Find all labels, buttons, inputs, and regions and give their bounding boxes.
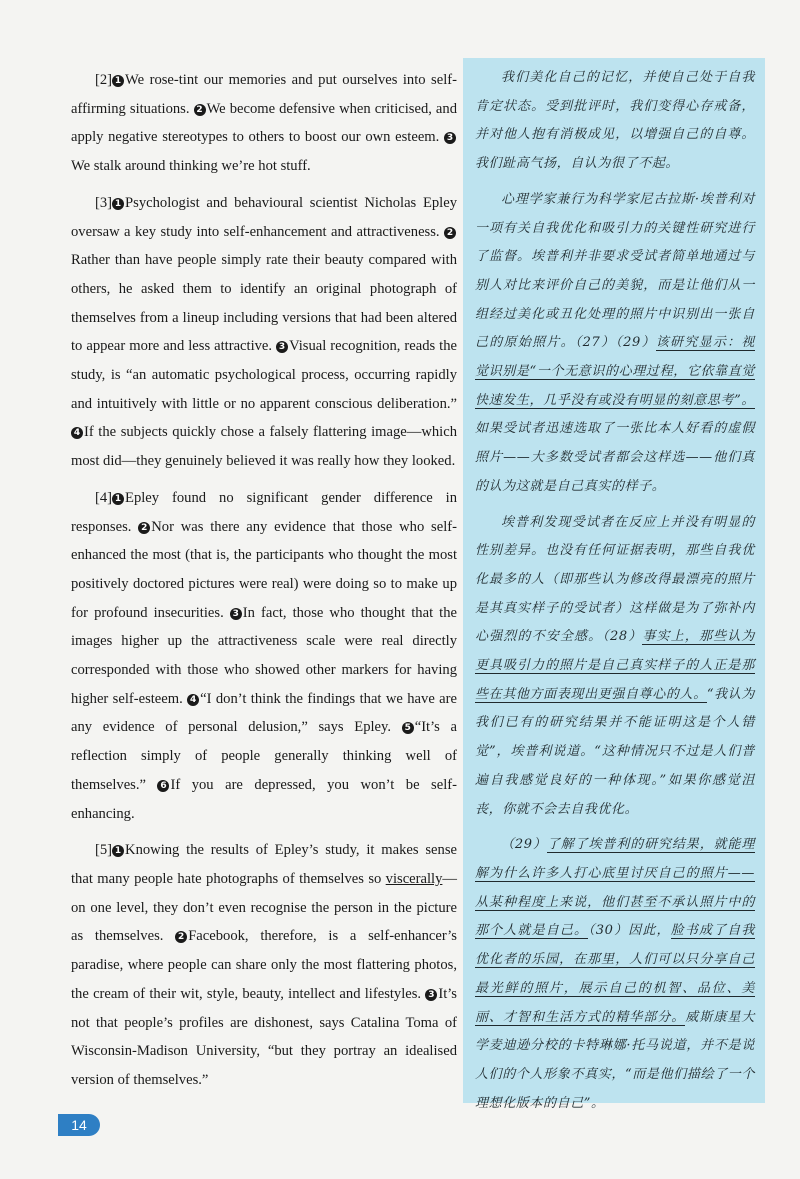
sentence: We rose-tint our memories and put ourselves into self-affirming situations. [71,72,457,117]
translation-text: 如果受试者迅速选取了一张比本人好看的虚假照片——大多数受试者都会这样选——他们真的认为这就是自己真实的样子。 [475,421,755,494]
translation-paragraph-2 [475,186,755,502]
paragraph-tag: [5] [95,842,113,859]
translation-text: “我认为我们已有的研究结果并不能证明这是个人错觉”，埃普利说道。“这种情况只不过是人们普遍自我感觉良好的一种体现。”如果你感觉沮丧，你就不会去自我优化。 [475,686,756,817]
sentence: Epley found no significant gender difference in responses. [71,489,457,535]
sentence: Nor was there any evidence that those who self-enhanced the most (that is, the participants who thought the most positively doctored pictures were real) were doing so to make up for profound insecurities. [71,518,457,621]
translation-text: 威斯康星大学麦迪逊分校的卡特琳娜·托马说道，并不是说人们的个人形象不真实，“而是他们描绘了一个理想化版本的自己”。 [475,1009,755,1111]
sentence-number-badge: 5 [402,722,414,734]
sentence-number-badge: 2 [175,931,187,943]
sentence: It’s not that people’s profiles are dishonest, says Catalina Toma of Wisconsin-Madison University, “but they portray an idealised version of themselves.” [71,985,457,1088]
sentence-number-badge: 2 [194,104,206,116]
sentence: “I don’t think the findings that we have are any evidence of personal delusion,” says Epley. [71,690,458,736]
sentence: In fact, those who thought that the images higher up the attractiveness scale were real directly corresponded with those who showed other markers for having higher self-esteem. [71,604,458,707]
sentence-number-badge: 6 [157,780,169,792]
translation-paragraph-1 [475,64,755,179]
sentence-number-badge: 3 [276,341,288,353]
underlined-translation-text: 该研究显示：视觉识别是“一个无意识的心理过程，它依靠直觉快速发生，几乎没有或没有明显的刻意思考”。 [475,335,755,408]
sentence-number-badge: 2 [138,522,150,534]
sentence: —on one level, they don’t even recognise the person in the picture as themselves. [71,870,457,945]
underlined-translation-text: 脸书成了自我优化者的乐园，在那里，人们可以只分享自己最光鲜的照片，展示自己的机智、品位、美丽、才智和生活方式的精华部分。 [475,923,755,1025]
paragraph-3 [71,189,457,476]
paragraph-4 [71,484,457,828]
translation-text: （29） [501,837,547,853]
sentence: Knowing the results of Epley’s study, it makes sense that many people hate photographs of themselves so [71,842,457,887]
page-number-tab: 14 [58,1114,100,1136]
sentence: We become defensive when criticised, and apply negative stereotypes to others to boost our own esteem. [71,100,458,146]
paragraph-tag: [4] [95,489,113,506]
paragraph-5 [71,836,457,1094]
sentence-number-badge: 2 [444,227,456,239]
sentence: Psychologist and behavioural scientist Nicholas Epley oversaw a key study into self-enhancement and attractiveness. [71,194,457,240]
sentence: We stalk around thinking we’re hot stuff. [71,158,311,175]
sentence-number-badge: 3 [444,132,456,144]
paragraph-2 [71,66,457,181]
underlined-translation-text: 了解了埃普利的研究结果，就能理解为什么许多人打心底里讨厌自己的照片——从某种程度上来说，他们甚至不承认照片中的那个人就是自己。 [475,837,755,939]
sentence: Rather than have people simply rate their beauty compared with others, he asked them to identify an original photograph of themselves from a lineup including versions that had been altered to appear more and less attractive. [71,252,457,355]
sentence: If the subjects quickly chose a falsely flattering image—which most did—they genuinely believed it was really how they looked. [71,424,457,470]
underlined-translation-text: 事实上，那些认为更具吸引力的照片是自己真实样子的人正是那些在其他方面表现出更强自尊心的人。 [475,629,755,702]
sentence-number-badge: 1 [112,493,124,505]
sentence: Facebook, therefore, is a self-enhancer’s paradise, where people can share only the most flattering photos, the cream of their wit, style, beauty, intellect and lifestyles. [71,928,457,1002]
sentence-number-badge: 1 [112,845,124,857]
sentence: If you are depressed, you won’t be self-enhancing. [71,776,457,822]
translation-text: （30）因此， [588,923,671,939]
sentence-number-badge: 1 [112,75,124,87]
translation-text: 心理学家兼行为科学家尼古拉斯·埃普利对一项有关自我优化和吸引力的关键性研究进行了监督。埃普利并非要求受试者简单地通过与别人对比来评价自己的美貌，而是让他们从一组经过美化或丑化处理的照片中识别出一张自己的原始照片。（27）（29） [475,191,755,351]
english-text-column [71,66,457,1095]
sentence-number-badge: 4 [187,694,199,706]
sentence-number-badge: 4 [71,427,83,439]
sentence-number-badge: 3 [425,989,437,1001]
sentence-number-badge: 1 [112,198,124,210]
sentence: Visual recognition, reads the study, is “an automatic psychological process, occurring rapidly and intuitively with little or no apparent conscious deliberation.” [71,338,457,412]
translation-text: 我们美化自己的记忆，并使自己处于自我肯定状态。受到批评时，我们变得心存戒备，并对他人抱有消极成见，以增强自己的自尊。我们趾高气扬，自认为很了不起。 [475,70,755,172]
chinese-translation-panel [463,58,765,1111]
sentence: “It’s a reflection simply of people generally thinking well of themselves.” [71,719,457,793]
underlined-word: viscerally [385,870,443,887]
paragraph-tag: [2] [95,72,113,88]
translation-text: 埃普利发现受试者在反应上并没有明显的性别差异。也没有任何证据表明，那些自我优化最多的人（即那些认为修改得最漂亮的照片是其真实样子的受试者）这样做是为了弥补内心强烈的不安全感。（28） [475,514,755,645]
paragraph-tag: [3] [95,194,113,211]
translation-paragraph-3 [475,509,755,825]
sentence-number-badge: 3 [230,608,242,620]
translation-paragraph-4 [475,831,755,1118]
